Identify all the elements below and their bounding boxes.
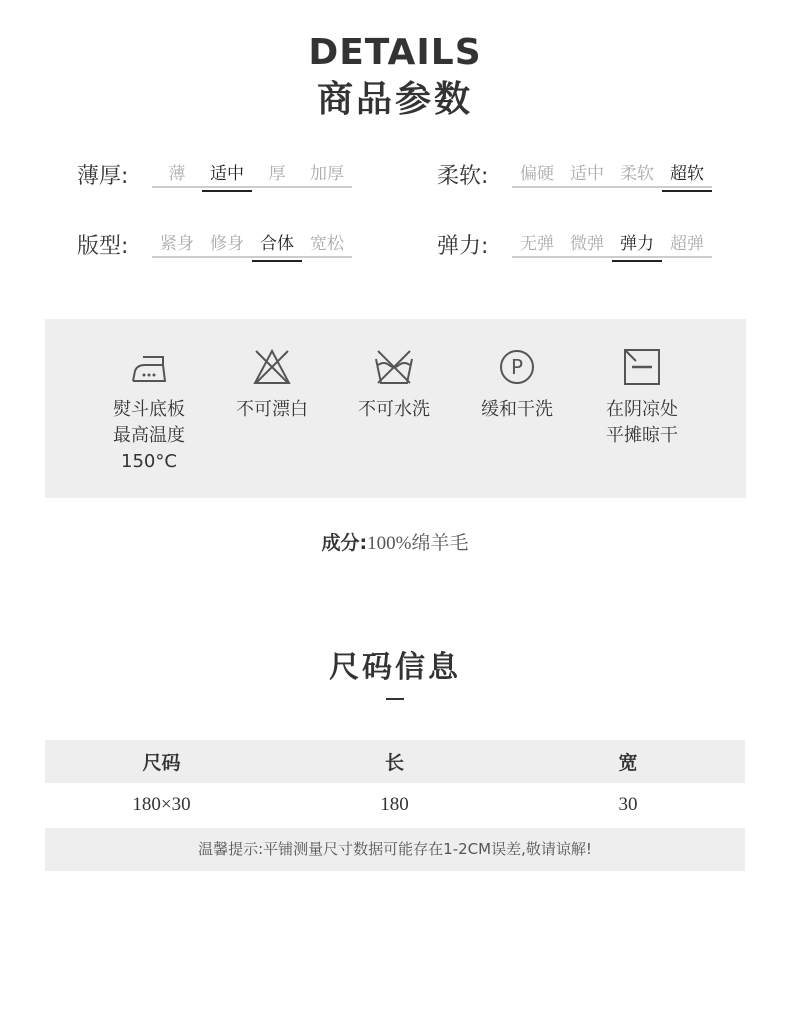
param-option: 紧身 — [160, 234, 194, 254]
care-text: 熨斗底板 最高温度 150°C — [113, 399, 185, 472]
param-option: 偏硬 — [520, 164, 554, 184]
size-title: 尺码信息 — [329, 650, 461, 685]
param-option: 修身 — [210, 234, 244, 254]
table-header: 尺码 — [45, 740, 278, 783]
measurement-tip: 温馨提示:平铺测量尺寸数据可能存在1-2CM误差,敬请谅解! — [45, 828, 745, 871]
title-en: DETAILS — [308, 32, 482, 73]
title-cn: 商品参数 — [316, 79, 473, 120]
param-track — [152, 186, 352, 188]
care-item-dry-clean — [462, 347, 572, 423]
param-option: 宽松 — [310, 234, 344, 254]
care-text: 在阴凉处 平摊晾干 — [606, 399, 678, 446]
dry-clean-p-icon — [497, 347, 537, 387]
param-track — [152, 256, 352, 258]
param-track — [512, 256, 712, 258]
param-option: 薄 — [168, 164, 186, 184]
table-header-row — [45, 740, 745, 783]
no-wash-icon — [374, 347, 414, 387]
param-label-fit: 版型: — [77, 234, 129, 259]
param-option: 柔软 — [620, 164, 654, 184]
size-table — [45, 740, 745, 826]
param-option-selected: 合体 — [252, 232, 302, 256]
composition-value: 100%绵羊毛 — [367, 533, 469, 554]
composition — [0, 530, 790, 557]
care-item-no-bleach — [217, 347, 327, 423]
table-header: 宽 — [511, 740, 745, 783]
param-label-elasticity: 弹力: — [437, 234, 489, 259]
table-cell: 180 — [380, 793, 409, 815]
iron-icon — [129, 347, 169, 387]
care-text: 不可水洗 — [358, 399, 430, 420]
param-option: 微弹 — [570, 234, 604, 254]
table-cell: 30 — [618, 793, 638, 815]
param-label-thickness: 薄厚: — [77, 164, 129, 189]
param-option: 超弹 — [670, 234, 704, 254]
care-text: 缓和干洗 — [481, 399, 553, 420]
title-divider — [386, 698, 404, 700]
svg-text:P: P — [510, 355, 524, 379]
param-option: 厚 — [268, 164, 286, 184]
param-option-selected: 弹力 — [612, 232, 662, 256]
param-track — [512, 186, 712, 188]
param-scale-thickness — [152, 162, 352, 188]
table-row — [45, 783, 745, 826]
flat-dry-shade-icon — [622, 347, 662, 387]
care-item-no-wash — [339, 347, 449, 423]
param-option: 无弹 — [520, 234, 554, 254]
table-cell: 180×30 — [132, 793, 191, 815]
no-bleach-icon — [252, 347, 292, 387]
param-option-selected: 适中 — [202, 162, 252, 186]
param-option-selected: 超软 — [662, 162, 712, 186]
table-header: 长 — [278, 740, 511, 783]
param-scale-fit — [152, 232, 352, 258]
care-item-flat-dry — [587, 347, 697, 449]
param-option: 加厚 — [310, 164, 344, 184]
composition-label: 成分: — [321, 532, 368, 554]
care-text: 不可漂白 — [236, 399, 308, 420]
care-panel — [45, 319, 746, 498]
param-option: 适中 — [570, 164, 604, 184]
param-scale-softness — [512, 162, 712, 188]
care-item-iron — [94, 347, 204, 475]
param-label-softness: 柔软: — [437, 164, 489, 189]
param-scale-elasticity — [512, 232, 712, 258]
